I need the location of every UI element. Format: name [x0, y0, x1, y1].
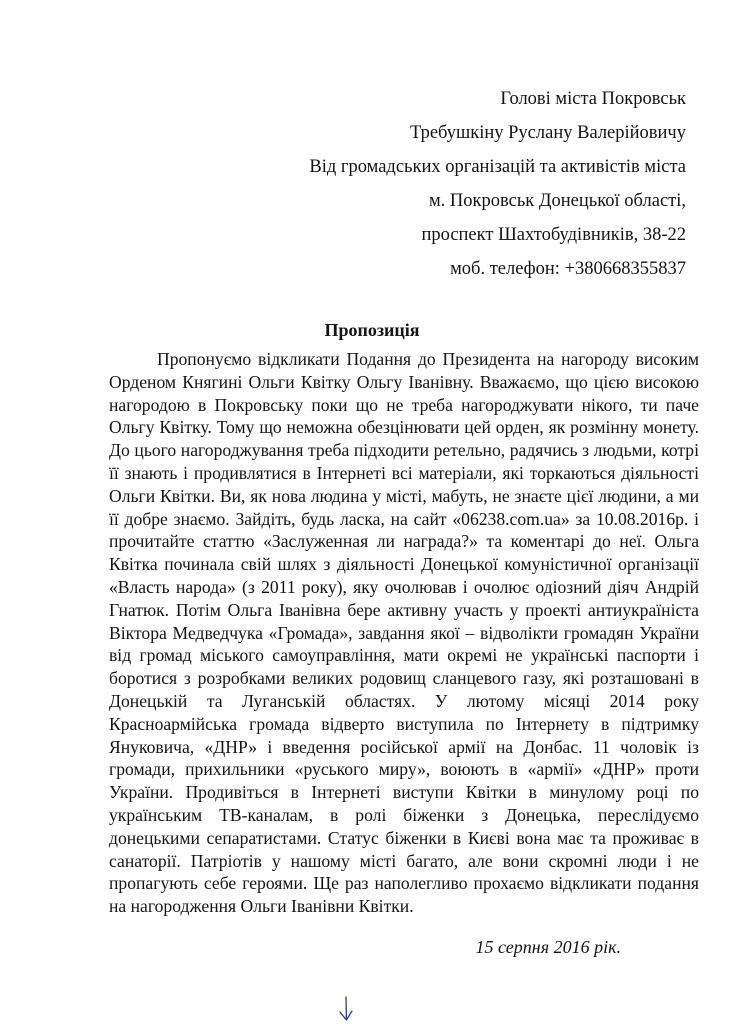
recipient-name: Требушкіну Руслану Валерійовичу — [409, 123, 686, 143]
sender-city: м. Покровськ Донецької області, — [428, 191, 686, 211]
document-title: Пропозиція — [324, 320, 420, 340]
sender-phone: моб. телефон: +380668355837 — [450, 259, 686, 279]
document-date: 15 серпня 2016 рік. — [475, 937, 621, 957]
address-block — [309, 82, 686, 286]
sender-address: проспект Шахтобудівників, 38-22 — [421, 225, 686, 245]
sender-line: Від громадських організацій та активістів міста — [309, 157, 686, 177]
handwritten-arrow-icon — [338, 996, 354, 1022]
recipient-title: Голові міста Покровськ — [500, 89, 686, 109]
body-paragraph: Пропонуємо відкликати Подання до Президента на нагороду високим Орденом Княгині Ольги Квітку Ольгу Іванівну. Вважаємо, що цією високою нагородою в Покровську поки що не треба нагороджувати нікого, ти паче Ольгу Квітку. Тому що неможна обезцінювати цей орден, як розмінну монету. До цього нагороджування треба підходити ретельно, радячись з людьми, котрі її знають і продивлятися в Інтернеті всі матеріали, які торкаються діяльності Ольги Квітки. Ви, як нова людина у місті, мабуть, не знаєте цієї людини, а ми її добре знаємо. Зайдіть, будь ласка, на сайт «06238.com.ua» за 10.08.2016р. і прочитайте статтю «Заслуженная ли награда?» та коментарі до неї. Ольга Квітка починала свій шлях з діяльності Донецької комуністичної організації «Власть народа» (з 2011 року), яку очолював і очолює одіозний діяч Андрій Гнатюк. Потім Ольга Іванівна бере активну участь у проекті антиукраїніста Віктора Медведчука «Громада», завдання якої – відволікти громадян України від громад міського самоуправління, мати окремі не українські паспорти і боротися з розробками великих родовищ сланцевого газу, які розташовані в Донецькій та Луганській областях. У лютому місяці 2014 року Красноармійська громада відверто виступила по Інтернету в підтримку Януковича, «ДНР» і введення російської армії на Донбас. 11 чоловік із громади, прихильники «руського миру», воюють в «армії» «ДНР» проти України. Продивіться в Інтернеті виступи Квітки в минулому році по українським ТВ-каналам, в ролі біженки з Донецька, переслідуємо донецькими сепаратистами. Статус біженки в Києві вона має та проживає в санаторії. Патріотів у нашому місті багато, але вони скромні люди і не пропагують себе героями. Ще раз наполегливо прохаємо відкликати подання на нагородження Ольги Іванівни Квітки. — [109, 349, 699, 917]
